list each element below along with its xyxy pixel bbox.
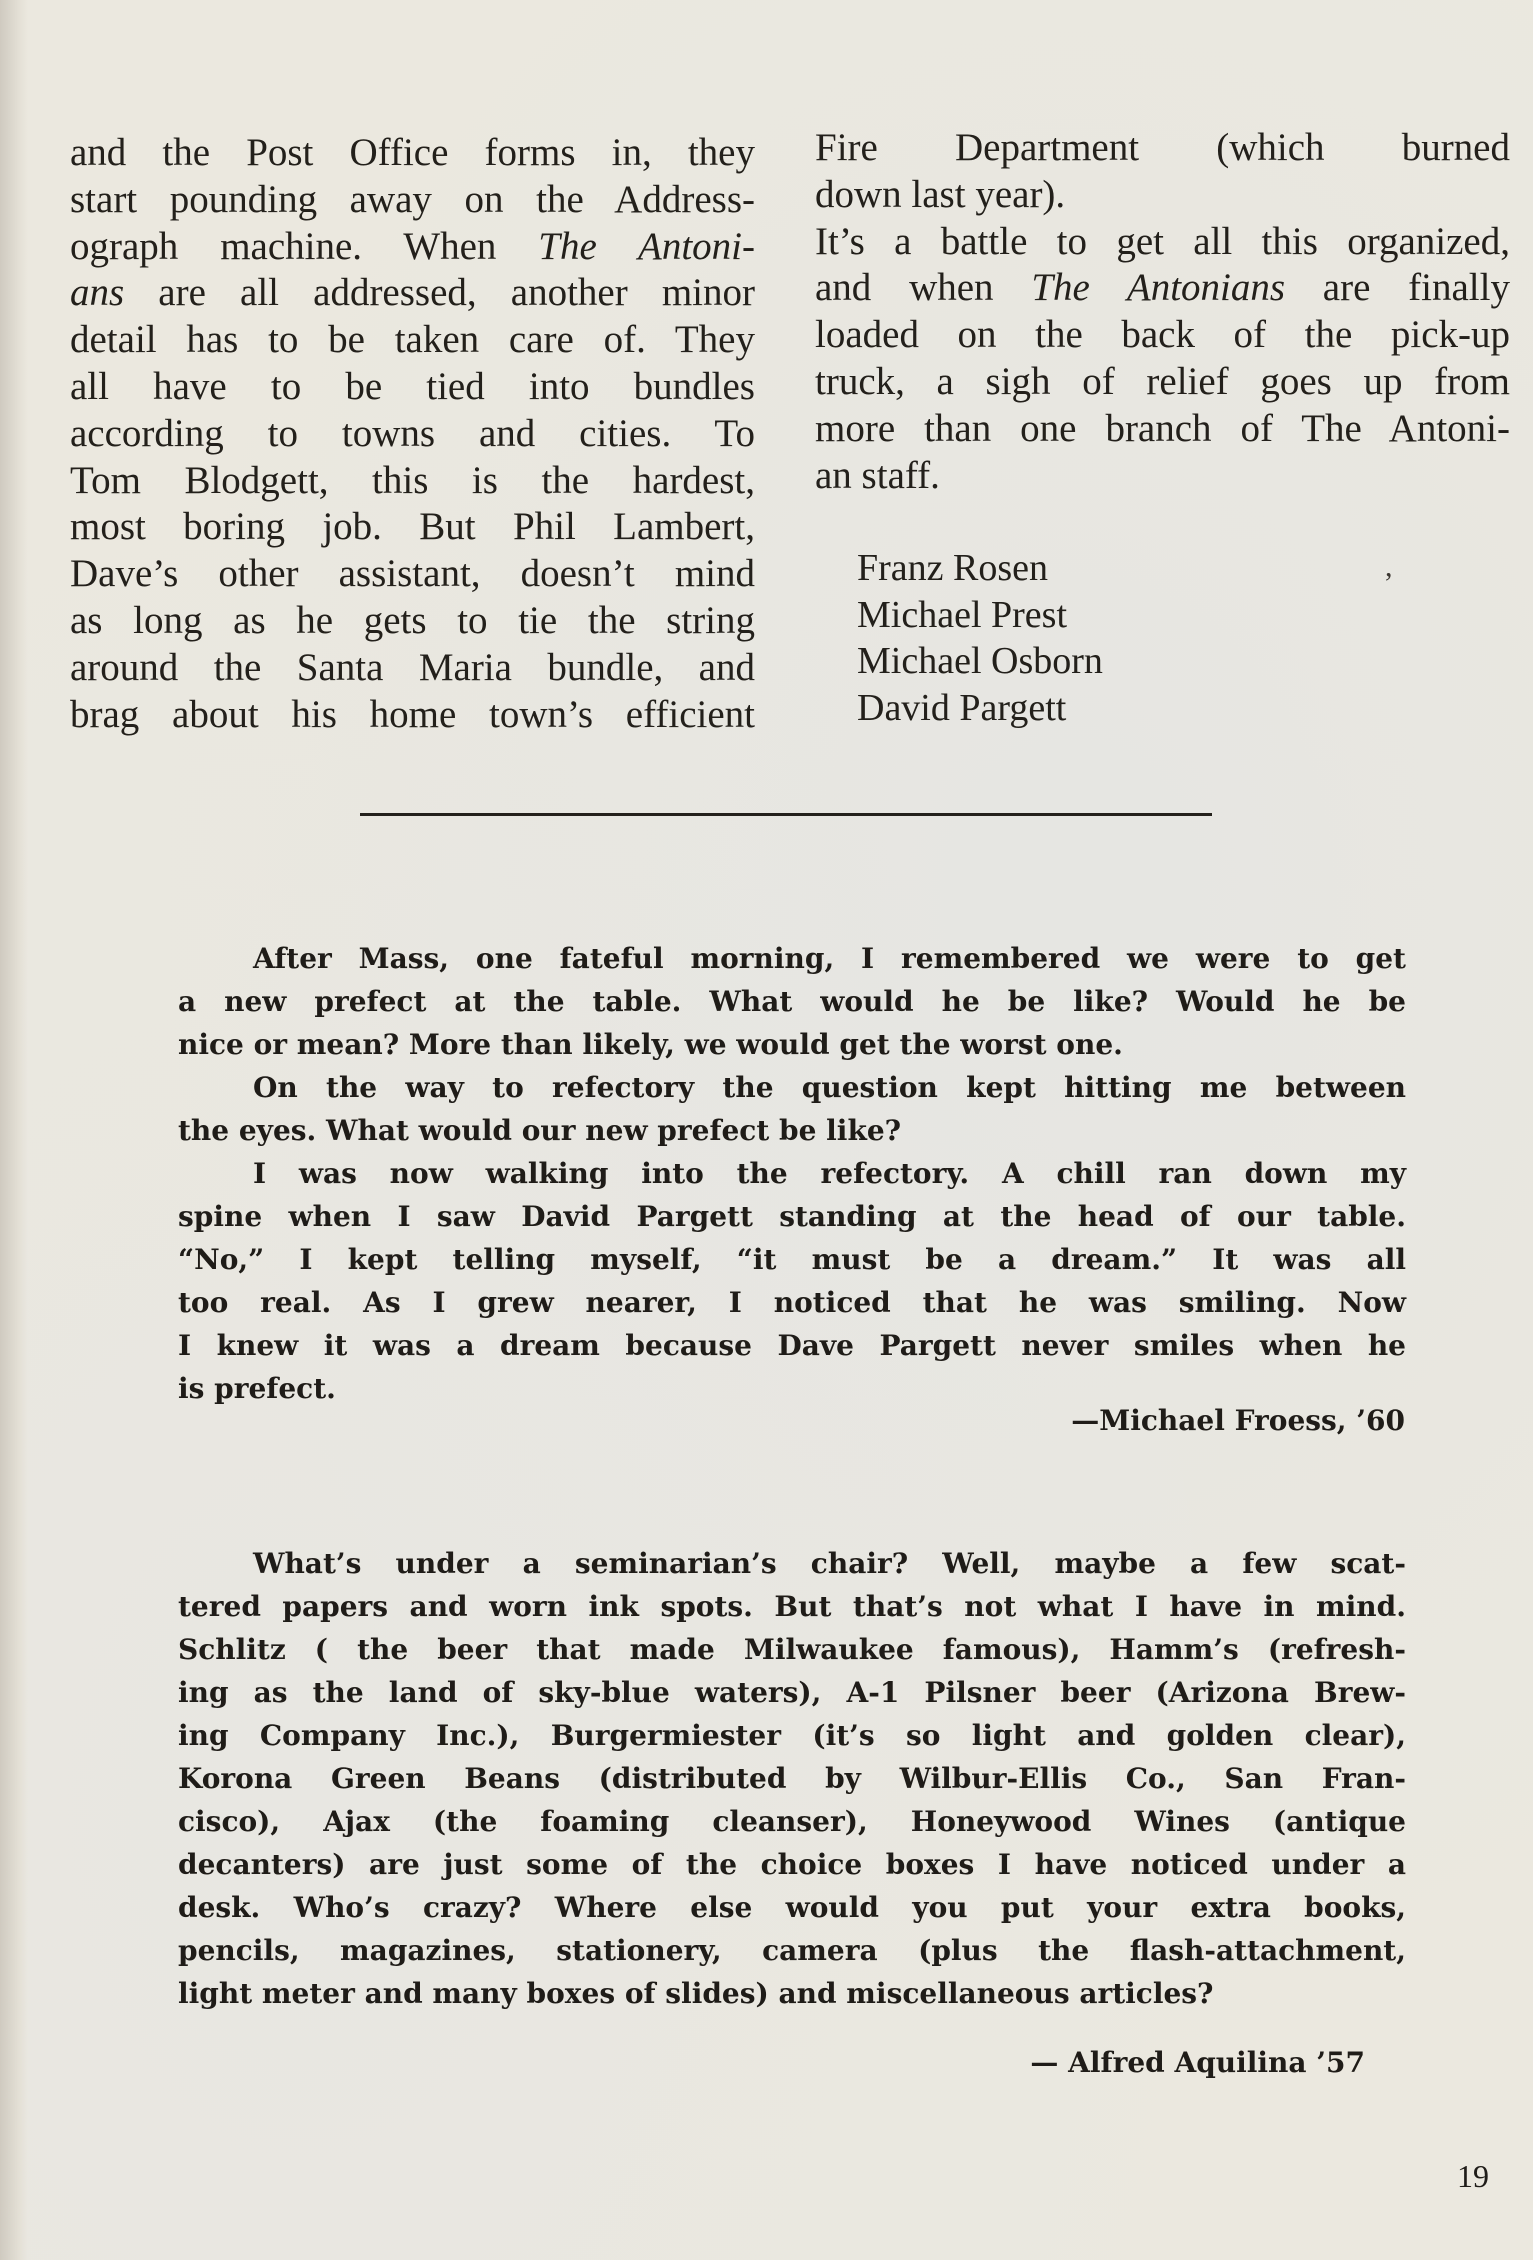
author-name: Franz Rosen [857,547,1049,589]
text-line: Dave’s other assistant, doesn’t mind [70,552,755,596]
attribution: —Michael Froess, ’60 [1071,1404,1405,1437]
text-line: On the way to refectory the question kept hitting me between [253,1071,1406,1104]
page-number: 19 [1457,2158,1489,2194]
text-line: as long as he gets to tie the string [70,598,755,642]
text-fragment: are finally [1285,266,1510,310]
author-name: Michael Prest [857,593,1068,636]
text-line: start pounding away on the Address- [70,177,755,221]
text-line: more than one branch of The Antoni- [815,406,1510,450]
text-line [70,224,755,271]
text-line: and the Post Office forms in, they [70,131,755,174]
stray-mark: , [1385,550,1393,583]
text-line: an staff. [815,453,940,497]
text-line: I was now walking into the refectory. A chill ran down my [253,1157,1406,1190]
text-fragment: are all addressed, another minor [124,271,755,315]
anecdote-prefect [178,937,1406,1410]
text-line: is prefect. [178,1372,336,1405]
text-line: I knew it was a dream because Dave Pargett never smiles when he [178,1329,1406,1362]
text-line [70,270,755,317]
text-line: What’s under a seminarian’s chair? Well, maybe a few scat- [253,1547,1406,1580]
text-line: Schlitz ( the beer that made Milwaukee famous), Hamm’s (refresh- [178,1633,1406,1666]
text-line: loaded on the back of the pick-up [815,313,1510,357]
italic-title: The Antoni- [538,224,755,268]
article-right-column [815,125,1510,499]
attribution: — Alfred Aquilina ’57 [1030,2046,1365,2079]
anecdote-chair [178,1542,1406,2015]
text-line: ing as the land of sky-blue waters), A-1 Pilsner beer (Arizona Brew- [178,1676,1406,1709]
text-line: Tom Blodgett, this is the hardest, [70,458,755,502]
text-line: most boring job. But Phil Lambert, [70,505,755,549]
text-line: brag about his home town’s efficient [70,692,755,736]
text-line: spine when I saw David Pargett standing at the head of our table. [178,1200,1406,1233]
text-line: cisco), Ajax (the foaming cleanser), Honeywood Wines (antique [178,1805,1406,1838]
text-line: all have to be tied into bundles [70,364,755,408]
italic-title: The Antonians [1031,266,1286,310]
text-line: After Mass, one fateful morning, I remembered we were to get [253,942,1406,975]
text-line: decanters) are just some of the choice boxes I have noticed under a [178,1848,1406,1881]
text-line: “No,” I kept telling myself, “it must be a dream.” It was all [178,1243,1406,1276]
text-line: tered papers and worn ink spots. But that’s not what I have in mind. [178,1590,1406,1623]
text-fragment: and when [815,266,1032,310]
article-left-column [70,130,755,738]
text-line: detail has to be taken care of. They [70,318,755,362]
text-line: a new prefect at the table. What would he be like? Would he be [178,985,1406,1018]
text-line: desk. Who’s crazy? Where else would you put your extra books, [178,1891,1406,1924]
text-line: around the Santa Maria bundle, and [70,645,755,689]
page-binding-edge [0,0,28,2260]
author-list [857,545,1103,731]
text-line: ing Company Inc.), Burgermiester (it’s so light and golden clear), [178,1719,1406,1752]
text-line: the eyes. What would our new prefect be like? [178,1114,902,1147]
section-divider [360,813,1212,816]
text-line: truck, a sigh of relief goes up from [815,359,1510,403]
text-line: It’s a battle to get all this organized, [815,219,1510,263]
text-line [815,265,1510,312]
author-name: David Pargett [857,686,1067,729]
text-line: nice or mean? More than likely, we would get the worst one. [178,1028,1123,1061]
text-fragment: ograph machine. When [70,224,539,268]
text-line: light meter and many boxes of slides) and miscellaneous articles? [178,1977,1214,2010]
text-line: Korona Green Beans (distributed by Wilbur-Ellis Co., San Fran- [178,1762,1406,1795]
italic-title: ans [70,271,125,315]
author-name: Michael Osborn [857,640,1103,682]
text-line: according to towns and cities. To [70,411,755,455]
text-line: Fire Department (which burned [815,126,1510,169]
text-line: too real. As I grew nearer, I noticed that he was smiling. Now [178,1286,1406,1319]
text-line: down last year). [815,172,1066,216]
text-line: pencils, magazines, stationery, camera (plus the flash-attachment, [178,1934,1406,1967]
